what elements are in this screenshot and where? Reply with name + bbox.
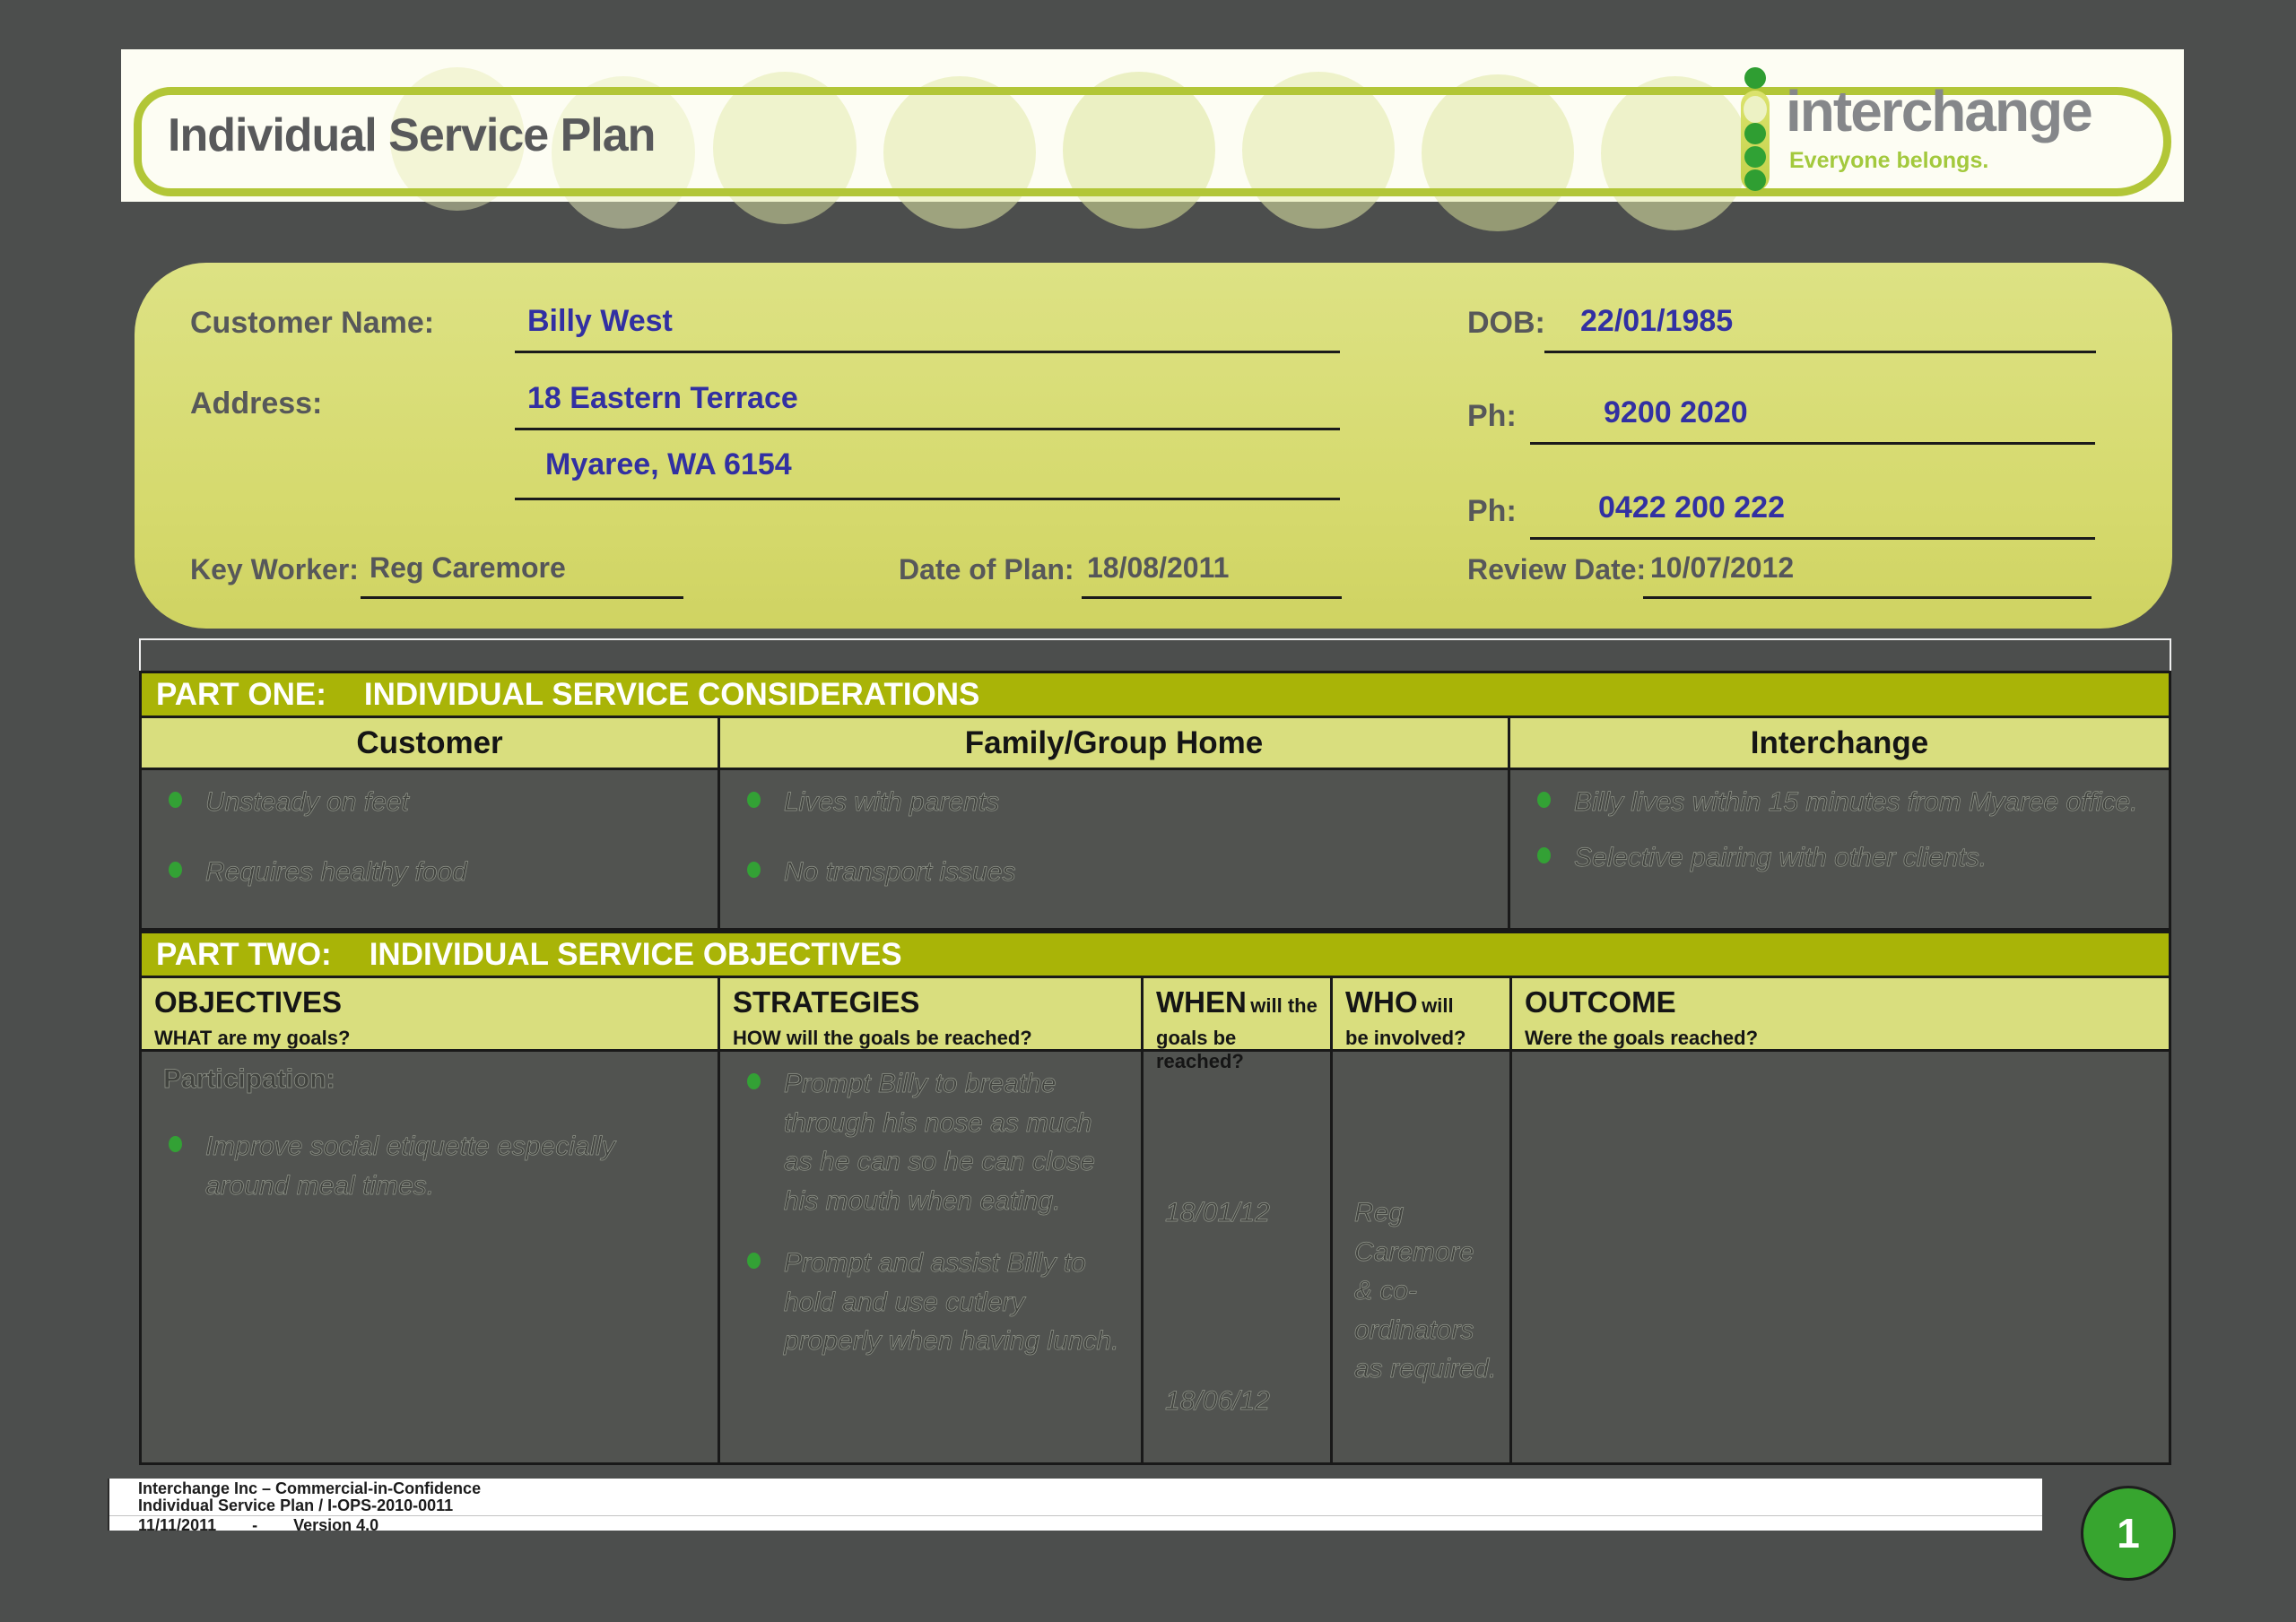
column-header-who: WHO will be involved? (1333, 978, 1512, 1049)
customer-info-box (135, 263, 2172, 629)
part-one-header (139, 671, 2171, 718)
field-underline (1544, 351, 2096, 353)
part-one-content-row (139, 770, 2171, 931)
column-header-customer: Customer (142, 718, 720, 768)
when-date-2: 18/06/12 (1165, 1386, 1270, 1416)
who-value: Reg Caremore & co-ordinators as required. (1354, 1198, 1497, 1383)
dob-label: DOB: (1467, 306, 1545, 340)
ph1-label: Ph: (1467, 399, 1517, 433)
bullet-icon (747, 862, 761, 878)
ph2-label: Ph: (1467, 494, 1517, 528)
logo-dot-icon (1744, 169, 1766, 191)
footer-line-1: Interchange Inc – Commercial-in-Confidence (138, 1479, 482, 1497)
key-worker-value: Reg Caremore (370, 551, 566, 584)
interchange-considerations-cell (1510, 770, 2169, 928)
strategies-cell (720, 1052, 1144, 1462)
address-label: Address: (190, 386, 323, 421)
document-footer (108, 1479, 2042, 1534)
list-item: Prompt Billy to breathe through his nose as much as he can so he can close his mouth when eating. (742, 1064, 1123, 1220)
field-underline (1530, 537, 2095, 540)
column-header-interchange: Interchange (1750, 724, 1929, 760)
customer-name-value: Billy West (527, 304, 673, 338)
address-line2-value: Myaree, WA 6154 (545, 447, 792, 481)
customer-considerations-cell (142, 770, 720, 928)
field-underline (1530, 442, 2095, 445)
column-header-when: WHEN will the goals be reached? (1144, 978, 1333, 1049)
footer-divider (109, 1515, 2042, 1516)
part-one-column-headers (139, 718, 2171, 770)
date-of-plan-label: Date of Plan: (899, 553, 1074, 585)
footer-line-2: Individual Service Plan / I-OPS-2010-0011 (138, 1496, 454, 1514)
family-considerations-cell (720, 770, 1510, 928)
bullet-icon (169, 792, 182, 808)
logo-dot-icon (1744, 96, 1767, 123)
part-two-title: PART TWO: (156, 936, 332, 972)
field-underline (515, 498, 1340, 500)
column-header-outcome: OUTCOME Were the goals reached? (1525, 985, 1759, 1049)
field-underline (1082, 596, 1342, 599)
dob-value: 22/01/1985 (1580, 304, 1734, 338)
bullet-icon (1537, 847, 1551, 863)
date-of-plan-value: 18/08/2011 (1087, 551, 1230, 584)
objectives-heading: Participation: (163, 1064, 335, 1094)
list-item: Improve social etiquette especially around meal times. (163, 1127, 700, 1205)
page-title: Individual Service Plan (168, 109, 656, 161)
logo-wordmark: interchange (1786, 79, 2092, 143)
who-cell (1333, 1052, 1512, 1462)
title-banner (121, 49, 2184, 202)
service-plan-table (139, 638, 2171, 1465)
list-item: Unsteady on feet (163, 783, 700, 822)
objectives-cell (142, 1052, 720, 1462)
part-one-subtitle: INDIVIDUAL SERVICE CONSIDERATIONS (363, 676, 980, 712)
customer-name-label: Customer Name: (190, 306, 435, 340)
key-worker-label: Key Worker: (190, 553, 359, 585)
column-header-objectives: OBJECTIVES WHAT are my goals? (142, 978, 720, 1049)
interchange-logo (1726, 62, 2175, 192)
page-number-badge (2081, 1486, 2176, 1581)
field-underline (515, 351, 1340, 353)
review-date-value: 10/07/2012 (1650, 551, 1795, 584)
bullet-icon (169, 1136, 182, 1152)
review-date-label: Review Date: (1467, 553, 1647, 585)
outcome-cell (1512, 1052, 2169, 1462)
column-header-strategies: STRATEGIES HOW will the goals be reached? (720, 978, 1144, 1049)
page-number: 1 (2117, 1510, 2140, 1557)
list-item: No transport issues (742, 853, 1490, 892)
bullet-icon (747, 1073, 761, 1089)
when-cell (1144, 1052, 1333, 1462)
part-one-title: PART ONE: (156, 676, 326, 712)
part-two-header (139, 931, 2171, 978)
logo-tagline: Everyone belongs. (1789, 148, 1989, 173)
logo-dot-icon (1744, 123, 1766, 144)
list-item: Billy lives within 15 minutes from Myaree office. (1532, 783, 2151, 822)
part-two-subtitle: INDIVIDUAL SERVICE OBJECTIVES (369, 936, 902, 972)
field-underline (1643, 596, 2092, 599)
bullet-icon (747, 1253, 761, 1269)
list-item: Requires healthy food (163, 853, 700, 892)
ph1-value: 9200 2020 (1604, 395, 1748, 429)
field-underline (515, 428, 1340, 430)
ph2-value: 0422 200 222 (1598, 490, 1785, 525)
logo-dot-icon (1744, 67, 1766, 89)
when-date-1: 18/01/12 (1165, 1198, 1270, 1227)
bullet-icon (1537, 792, 1551, 808)
bullet-icon (169, 862, 182, 878)
logo-dot-icon (1744, 146, 1766, 168)
footer-line-3: 11/11/2011 - Version 4.0 (138, 1516, 379, 1534)
bullet-icon (747, 792, 761, 808)
empty-row (139, 638, 2171, 671)
address-line1-value: 18 Eastern Terrace (527, 381, 798, 415)
list-item: Prompt and assist Billy to hold and use cutlery properly when having lunch. (742, 1244, 1123, 1361)
part-two-content-row (139, 1052, 2171, 1465)
column-header-family: Family/Group Home (720, 718, 1510, 768)
part-two-column-headers (139, 978, 2171, 1072)
list-item: Lives with parents (742, 783, 1490, 822)
field-underline (361, 596, 683, 599)
list-item: Selective pairing with other clients. (1532, 838, 2151, 878)
